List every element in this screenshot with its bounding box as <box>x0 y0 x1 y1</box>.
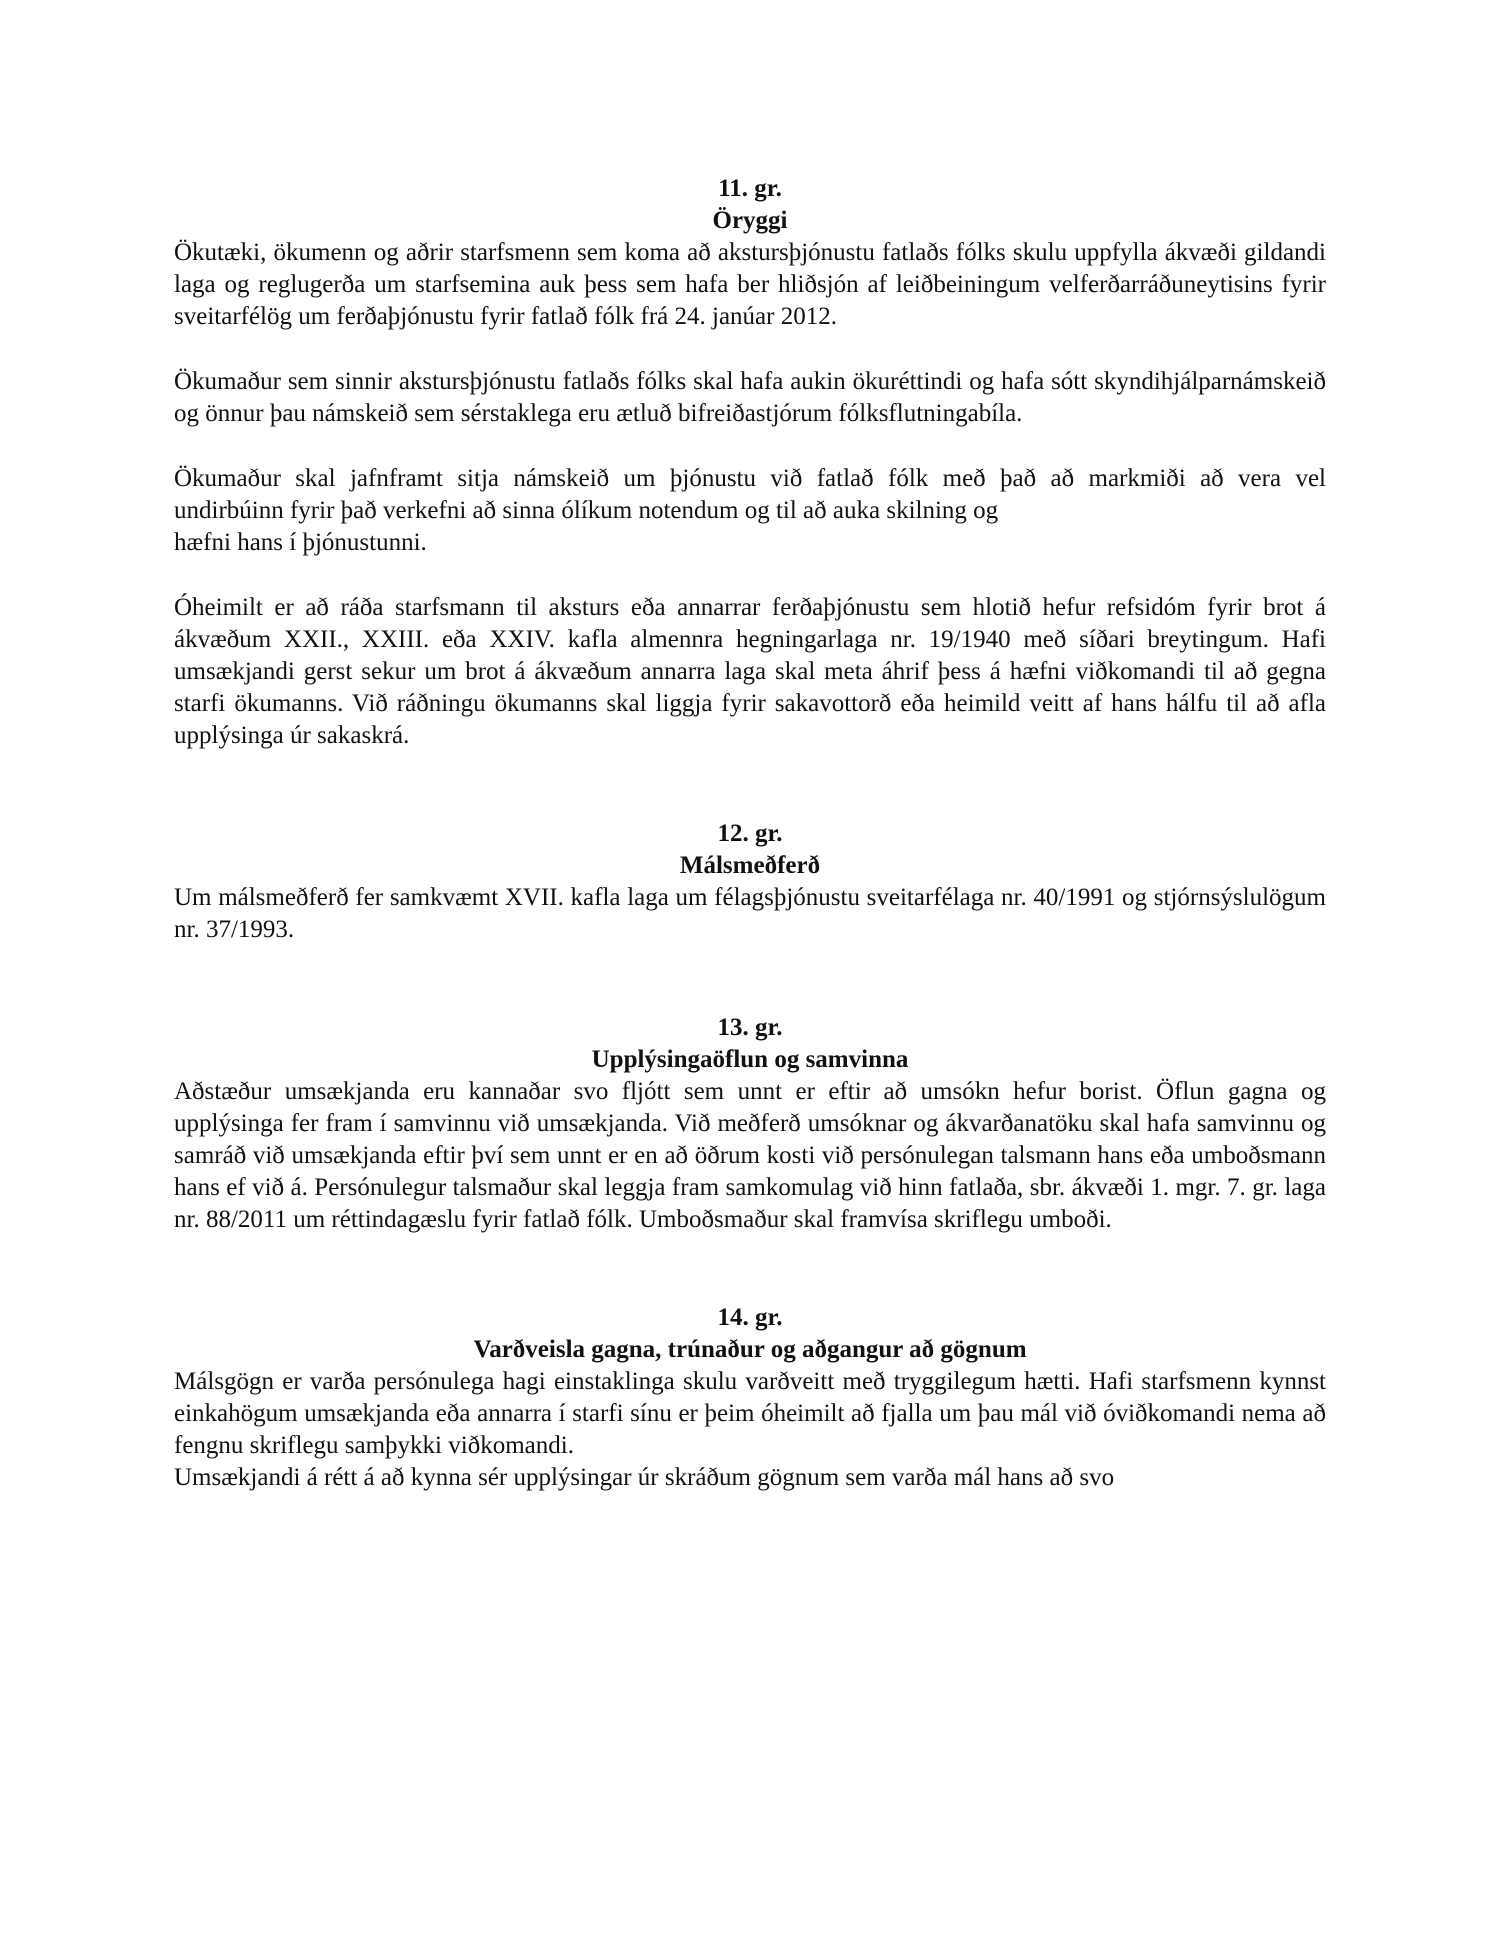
section-number: 13. gr. <box>717 1014 783 1041</box>
paragraph-line: undirbúinn fyrir það verkefni að sinna ólíkum notendum og til að auka skilning og <box>174 497 999 524</box>
paragraph: Málsgögn er varða persónulega hagi einstaklinga skulu varðveitt með tryggilegum hætti. Hafi starfsmenn kynnst einkahögum umsækjanda eða annarra í starfi sínu er þeim óheimilt að fjalla um þau mál við óviðkomandi nema að fengnu skriflegu samþykki viðkomandi. <box>174 1368 1326 1459</box>
section-11 <box>174 173 1326 752</box>
paragraph-line: hæfni hans í þjónustunni. <box>174 529 427 556</box>
section-title: Öryggi <box>712 207 788 234</box>
section-title: Málsmeðferð <box>679 852 821 879</box>
paragraph-line: Ökumaður skal jafnframt sitja námskeið um þjónustu við fatlað fólk með það að markmiði að vera vel <box>174 465 1326 492</box>
paragraph: Um málsmeðferð fer samkvæmt XVII. kafla laga um félagsþjónustu sveitarfélaga nr. 40/1991 og stjórnsýslulögum nr. 37/1993. <box>174 884 1326 943</box>
section-12 <box>174 818 1326 946</box>
paragraph <box>174 463 1326 559</box>
paragraph: Aðstæður umsækjanda eru kannaðar svo fljótt sem unnt er eftir að umsókn hefur borist. Öflun gagna og upplýsinga fer fram í samvinnu við umsækjanda. Við meðferð umsóknar og ákvarðanatöku skal hafa samvinnu og samráð við umsækjanda eftir því sem unnt er en að öðrum kosti við persónulegan talsmann hans eða umboðsmann hans ef við á. Persónulegur talsmaður skal leggja fram samkomulag við hinn fatlaða, sbr. ákvæði 1. mgr. 7. gr. laga nr. 88/2011 um réttindagæslu fyrir fatlað fólk. Umboðsmaður skal framvísa skriflegu umboði. <box>174 1078 1326 1233</box>
section-title: Upplýsingaöflun og samvinna <box>591 1046 909 1073</box>
section-number: 14. gr. <box>717 1304 783 1331</box>
paragraph: Ökumaður sem sinnir akstursþjónustu fatlaðs fólks skal hafa aukin ökuréttindi og hafa sótt skyndihjálparnámskeið og önnur þau námskeið sem sérstaklega eru ætluð bifreiðastjórum fólksflutningabíla. <box>174 368 1326 427</box>
section-14 <box>174 1302 1326 1494</box>
section-number: 12. gr. <box>717 820 783 847</box>
section-13 <box>174 1012 1326 1236</box>
paragraph: Ökutæki, ökumenn og aðrir starfsmenn sem koma að akstursþjónustu fatlaðs fólks skulu uppfylla ákvæði gildandi laga og reglugerða um starfsemina auk þess sem hafa ber hliðsjón af leiðbeiningum velferðarráðuneytisins fyrir sveitarfélög um ferðaþjónustu fyrir fatlað fólk frá 24. janúar 2012. <box>174 239 1326 330</box>
paragraph: Umsækjandi á rétt á að kynna sér upplýsingar úr skráðum gögnum sem varða mál hans að svo <box>174 1464 1115 1491</box>
section-number: 11. gr. <box>718 175 782 202</box>
paragraph: Óheimilt er að ráða starfsmann til aksturs eða annarrar ferðaþjónustu sem hlotið hefur refsidóm fyrir brot á ákvæðum XXII., XXIII. eða XXIV. kafla almennra hegningarlaga nr. 19/1940 með síðari breytingum. Hafi umsækjandi gerst sekur um brot á ákvæðum annarra laga skal meta áhrif þess á hæfni viðkomandi til að gegna starfi ökumanns. Við ráðningu ökumanns skal liggja fyrir sakavottorð eða heimild veitt af hans hálfu til að afla upplýsinga úr sakaskrá. <box>174 594 1326 749</box>
document-page <box>174 173 1326 1494</box>
section-title: Varðveisla gagna, trúnaður og aðgangur að gögnum <box>473 1336 1027 1363</box>
